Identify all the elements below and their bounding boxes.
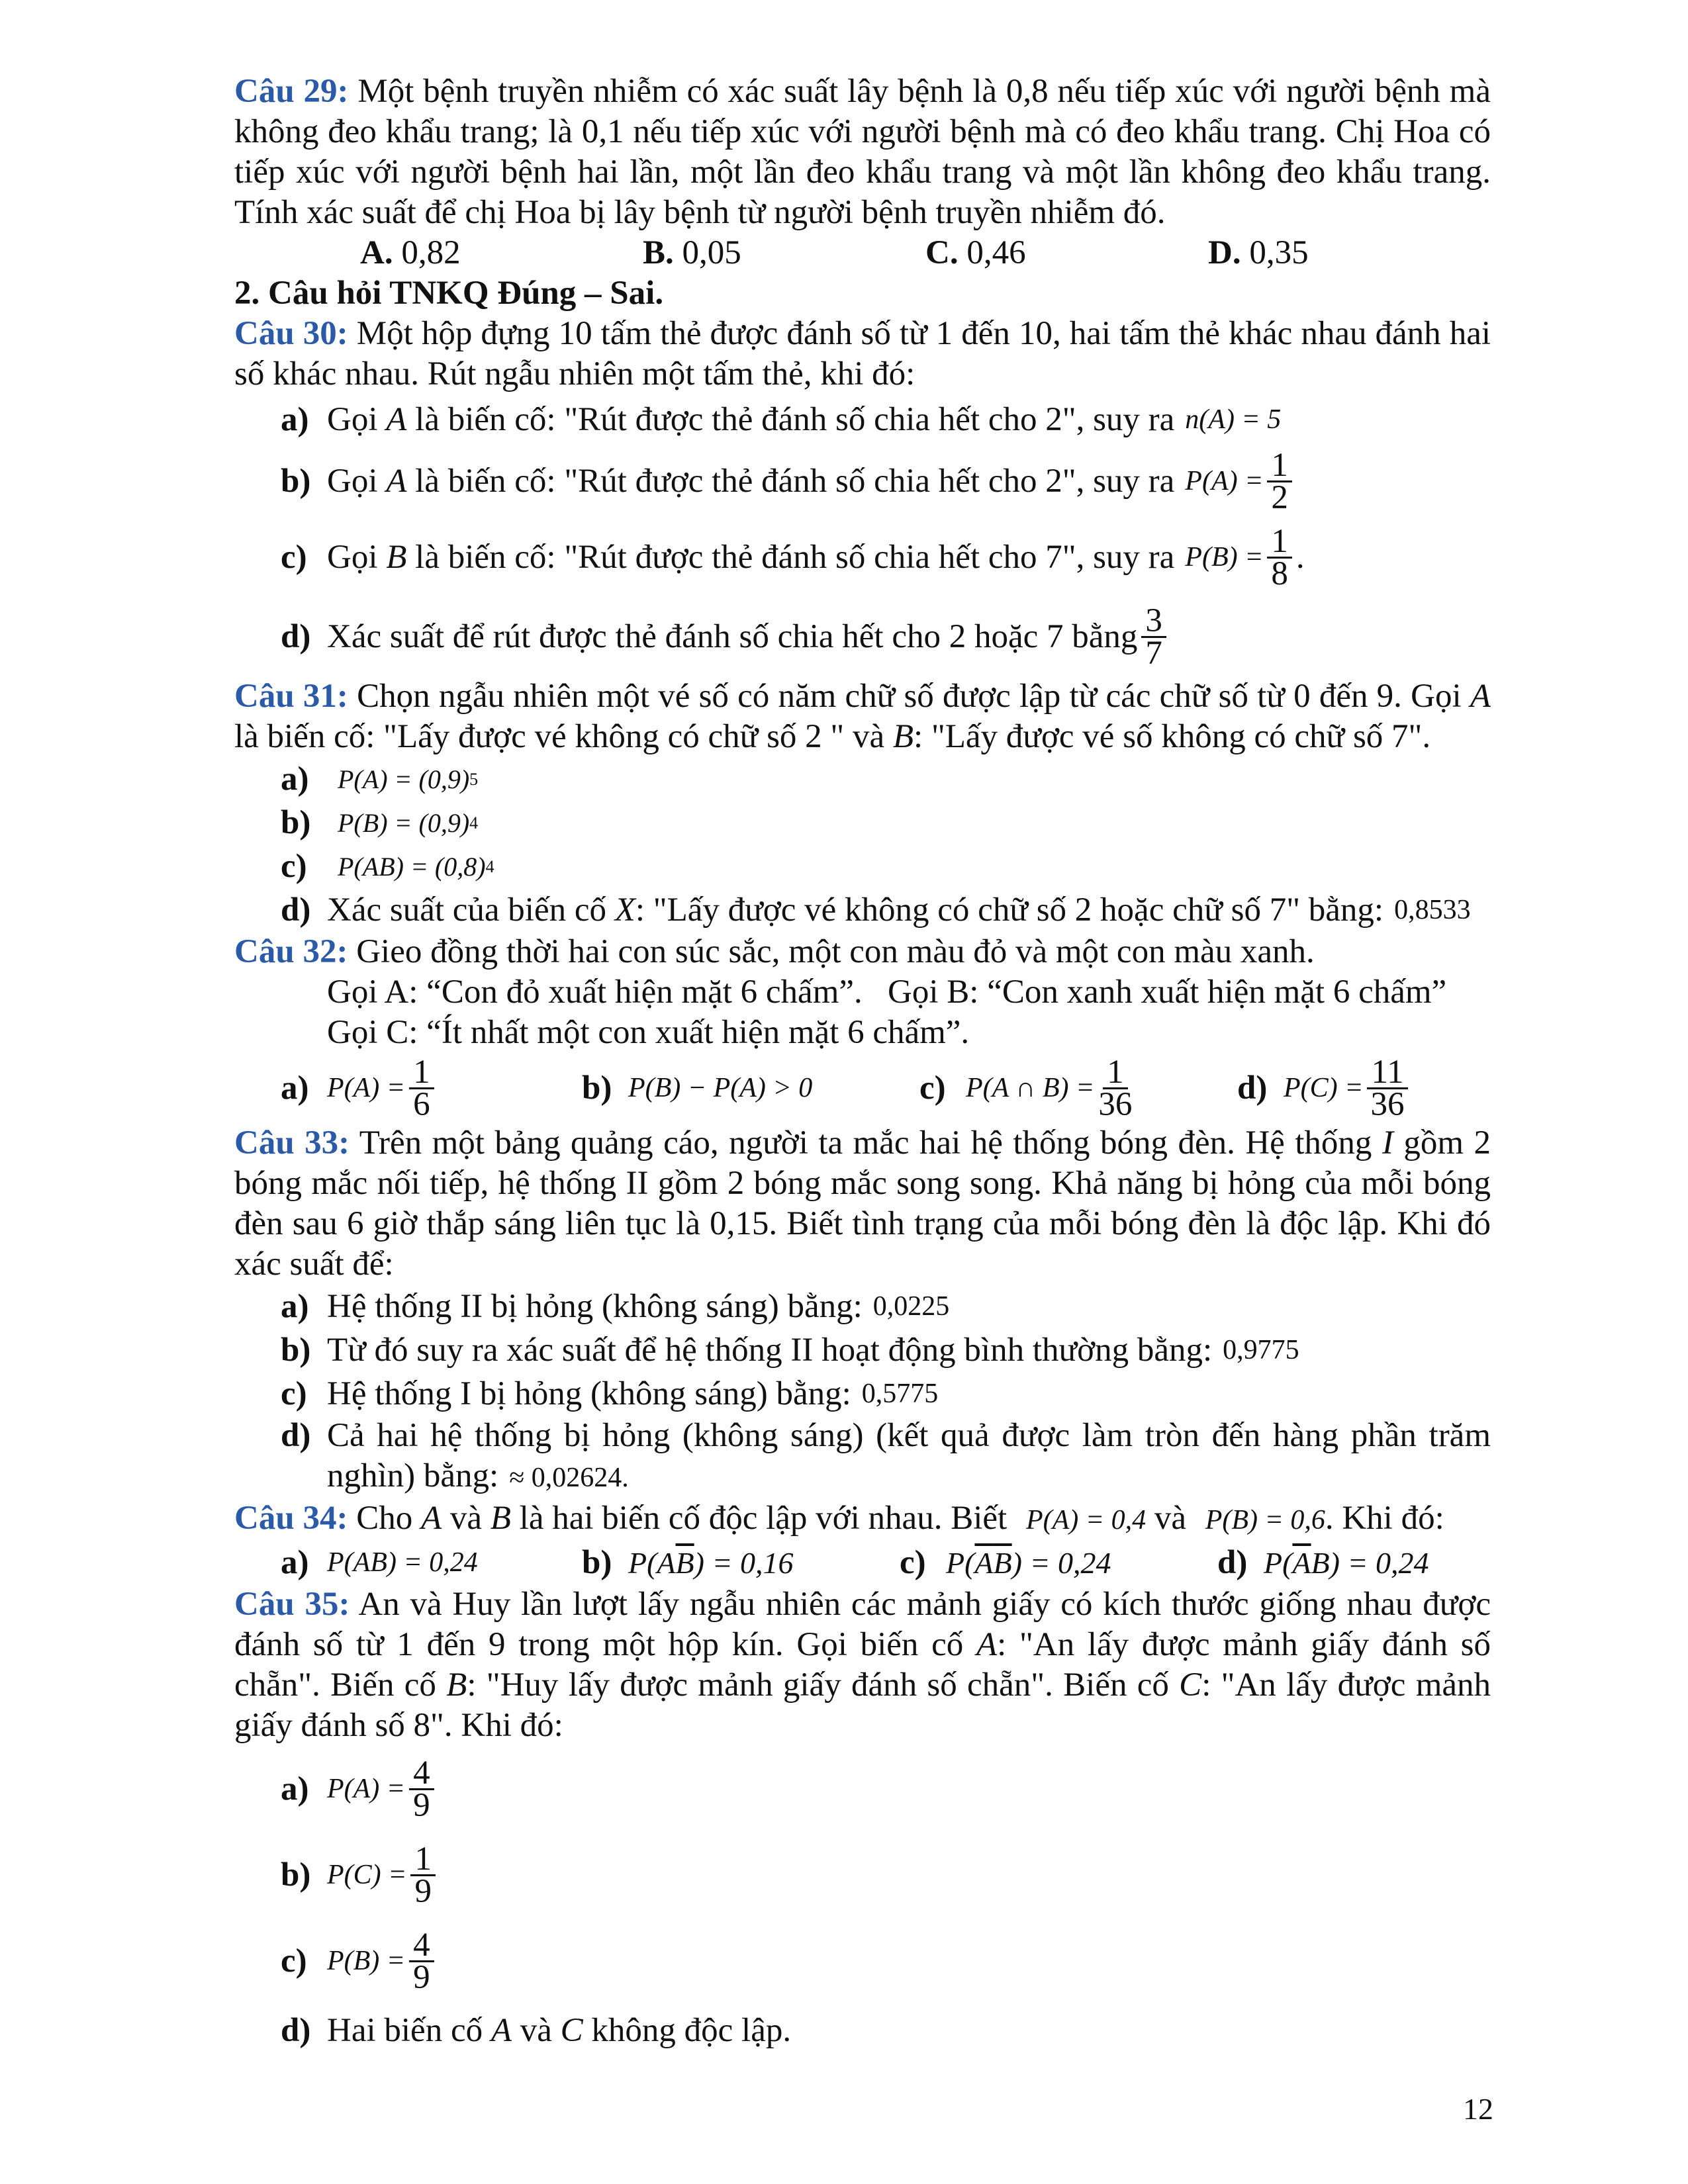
question-34: Câu 34: Cho A và B là hai biến cố độc lập với nhau. Biết P(A) = 0,4 và P(B) = 0,6. Khi đó:	[234, 1500, 1444, 1537]
question-32-head: Câu 32:	[234, 933, 348, 970]
question-29-options	[234, 233, 1491, 273]
fraction: $\frac{3}{7}$	[1141, 606, 1166, 668]
option-c: C. 0,46	[925, 234, 1026, 271]
section-heading: 2. Câu hỏi TNKQ Đúng – Sai.	[234, 275, 664, 312]
question-31: Câu 31: Chọn ngẫu nhiên một vé số có năm chữ số được lập từ các chữ số từ 0 đến 9. Gọi A là biến cố: "Lấy được vé không có chữ số 2 " và B: "Lấy được vé số không có chữ số 7".	[234, 678, 1491, 755]
question-30-head: Câu 30:	[234, 315, 348, 352]
fraction: $\frac{1}{2}$	[1267, 450, 1292, 513]
question-34-item-d: d) $P(\overline{A}B) = 0,24$	[1217, 1543, 1429, 1581]
question-32-item-a: a) P(A) = $\frac{1}{6}$	[281, 1057, 582, 1120]
fraction: $\frac{1}{9}$	[410, 1844, 436, 1907]
document-page	[234, 71, 1491, 2057]
question-32-item-b: b) P(B) − P(A) > 0	[582, 1069, 813, 1107]
question-34-options	[234, 1541, 1491, 1584]
question-33-item-b: b) Từ đó suy ra xác suất để hệ thống II hoạt động bình thường bằng: 0,9775	[281, 1331, 1299, 1369]
question-32-item-c: c) P(A ∩ B) = $\frac{1}{36}$	[919, 1053, 1133, 1123]
question-30-item-c: c) Gọi B là biến cố: "Rút được thẻ đánh số chia hết cho 7", suy ra P(B) = $\frac{1}{8}$ .	[281, 522, 1305, 592]
option-b: B. 0,05	[643, 234, 741, 271]
fraction: $\frac{4}{9}$	[409, 1930, 434, 1993]
fraction: $\frac{1}{36}$	[1098, 1053, 1133, 1123]
question-32-item-d: d) P(C) = $\frac{11}{36}$	[1237, 1057, 1412, 1120]
fraction: $\frac{11}{36}$	[1367, 1057, 1407, 1120]
question-35-item-c: c) P(B) = $\frac{4}{9}$	[234, 1918, 1491, 2004]
question-30-item-d: d) Xác suất để rút được thẻ đánh số chia hết cho 2 hoặc 7 bằng $\frac{3}{7}$	[234, 597, 1491, 676]
question-35-item-b: b) P(C) = $\frac{1}{9}$	[234, 1832, 1491, 1918]
fraction: $\frac{1}{6}$	[409, 1057, 434, 1120]
question-31-item-c: c) P(AB) = (0,8) 4	[281, 847, 494, 885]
fraction: $\frac{4}{9}$	[409, 1758, 434, 1821]
question-31-item-d: d) Xác suất của biến cố X : "Lấy được vé không có chữ số 2 hoặc chữ số 7" bằng: 0,8533	[281, 891, 1471, 929]
question-29-head: Câu 29:	[234, 73, 349, 110]
question-29	[234, 71, 1491, 233]
question-35-item-d: d) Hai biến cố A và C không độc lập.	[281, 2011, 792, 2049]
question-32-line-2: Gọi C: “Ít nhất một con xuất hiện mặt 6 chấm”.	[327, 1014, 970, 1051]
question-34-head: Câu 34:	[234, 1500, 348, 1537]
question-33-head: Câu 33:	[234, 1124, 350, 1161]
question-31-head: Câu 31:	[234, 678, 348, 715]
question-33-item-a: a) Hệ thống II bị hỏng (không sáng) bằng: 0,0225	[281, 1287, 950, 1325]
page-number: 12	[1463, 2092, 1493, 2126]
question-33-item-c: c) Hệ thống I bị hỏng (không sáng) bằng: 0,5775	[281, 1375, 939, 1412]
question-32-options	[234, 1053, 1491, 1123]
question-31-item-a: a) P(A) = (0,9) 5	[281, 760, 479, 797]
question-30-text: Một hộp đựng 10 tấm thẻ được đánh số từ 1 đến 10, hai tấm thẻ khác nhau đánh hai số khác nhau. Rút ngẫu nhiên một tấm thẻ, khi đó:	[234, 315, 1491, 392]
question-31-item-b: b) P(B) = (0,9) 4	[281, 803, 479, 841]
question-30-item-a: a) Gọi A là biến cố: "Rút được thẻ đánh số chia hết cho 2", suy ra n(A) = 5	[281, 400, 1282, 438]
question-32-line-1: Gọi A: “Con đỏ xuất hiện mặt 6 chấm”. Gọi B: “Con xanh xuất hiện mặt 6 chấm”	[327, 974, 1447, 1011]
question-34-item-a: a) P(AB) = 0,24	[281, 1543, 478, 1581]
question-33-item-d: d) Cả hai hệ thống bị hỏng (không sáng) (kết quả được làm tròn đến hàng phần trăm nghìn) bằng: ≈ 0,02624.	[281, 1417, 1491, 1494]
question-35: Câu 35: An và Huy lần lượt lấy ngẫu nhiên các mảnh giấy có kích thước giống nhau được đánh số từ 1 đến 9 trong một hộp kín. Gọi biến cố A: "An lấy được mảnh giấy đánh số chẵn". Biến cố B: "Huy lấy được mảnh giấy đánh số chẵn". Biến cố C: "An lấy được mảnh giấy đánh số 8". Khi đó:	[234, 1586, 1491, 1744]
option-a: A. 0,82	[360, 234, 461, 271]
question-30-item-b: b) Gọi A là biến cố: "Rút được thẻ đánh số chia hết cho 2", suy ra P(A) = $\frac{1}{2}$	[234, 445, 1491, 518]
question-35-item-a: a) P(A) = $\frac{4}{9}$	[234, 1746, 1491, 1832]
question-29-text: Một bệnh truyền nhiễm có xác suất lây bệnh là 0,8 nếu tiếp xúc với người bệnh mà không đeo khẩu trang; là 0,1 nếu tiếp xúc với người bệnh mà có đeo khẩu trang. Chị Hoa có tiếp xúc với người bệnh hai lần, một lần đeo khẩu trang và một lần không đeo khẩu trang. Tính xác suất để chị Hoa bị lây bệnh từ người bệnh truyền nhiễm đó.	[234, 73, 1491, 231]
fraction: $\frac{1}{8}$	[1267, 526, 1292, 589]
question-30	[234, 314, 1491, 394]
question-32: Câu 32: Gieo đồng thời hai con súc sắc, một con màu đỏ và một con màu xanh.	[234, 933, 1315, 970]
question-34-item-b: b) $P(A\overline{B}) = 0,16$	[582, 1543, 794, 1581]
option-d: D. 0,35	[1208, 234, 1309, 271]
question-34-item-c: c) $P(\overline{A}\overline{B}) = 0,24$	[900, 1543, 1111, 1581]
question-33: Câu 33: Trên một bảng quảng cáo, người ta mắc hai hệ thống bóng đèn. Hệ thống I gồm 2 bóng mắc nối tiếp, hệ thống II gồm 2 bóng mắc song song. Khả năng bị hỏng của mỗi bóng đèn sau 6 giờ thắp sáng liên tục là 0,15. Biết tình trạng của mỗi bóng đèn là độc lập. Khi đó xác suất để:	[234, 1124, 1491, 1283]
question-35-head: Câu 35:	[234, 1586, 350, 1623]
